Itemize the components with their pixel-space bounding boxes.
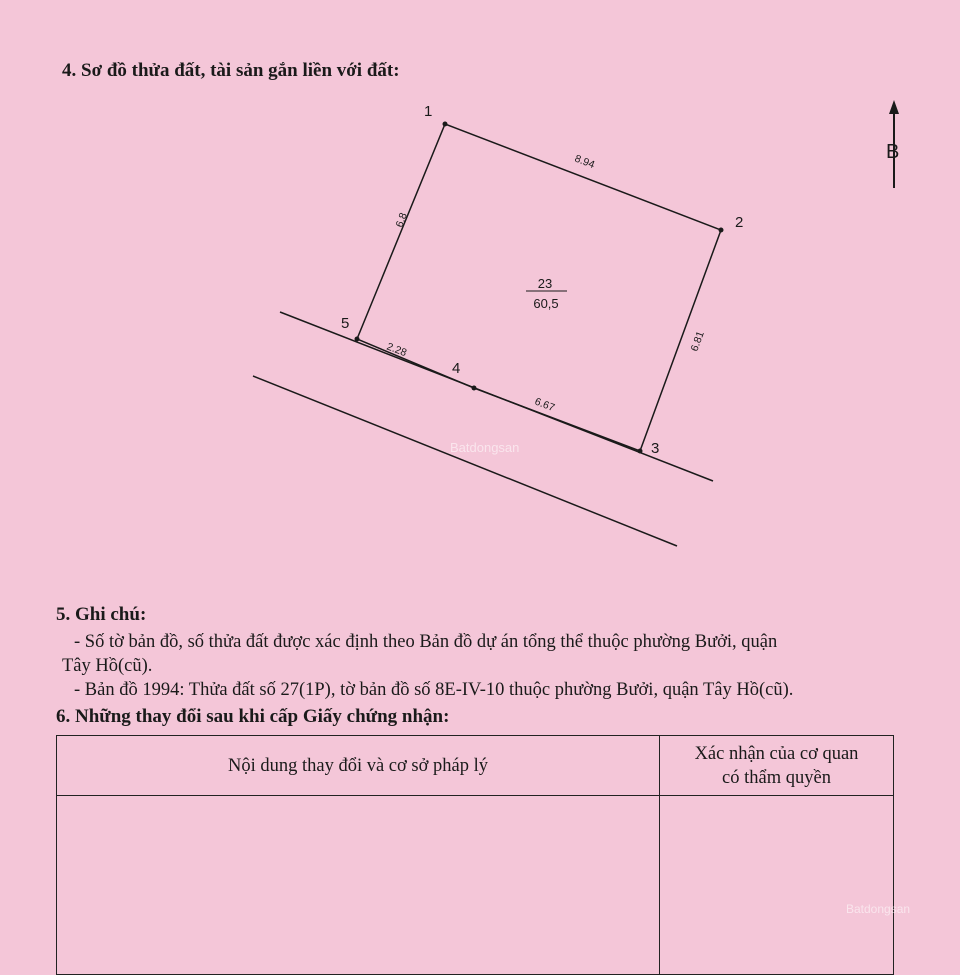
section-4-title: 4. Sơ đồ thửa đất, tài sản gắn liền với đất: [62, 60, 400, 81]
edge-4-5-length: 2.28 [384, 340, 409, 360]
point-label-1: 1 [424, 103, 433, 120]
column-header-confirmation-line1: Xác nhận của cơ quan [694, 743, 859, 764]
point-label-3: 3 [651, 440, 660, 457]
column-header-confirmation-line2: có thẩm quyền [722, 767, 831, 788]
edge-2-3-length: 6.81 [688, 329, 707, 354]
column-header-content [57, 736, 660, 796]
road-line-lower [253, 376, 677, 546]
point-label-5: 5 [341, 315, 350, 332]
edge-1-2-length: 8.94 [572, 152, 597, 172]
parcel-number: 23 [537, 276, 553, 291]
watermark-corner: Batdongsan [846, 902, 911, 916]
vertex-1-dot [443, 122, 448, 127]
changes-table-row [57, 796, 894, 975]
changes-table-header-row [57, 736, 894, 796]
changes-confirmation-cell [660, 796, 894, 975]
note-line-1: - Số tờ bản đồ, số thửa đất được xác định theo Bản đồ dự án tổng thể thuộc phường Bưởi, quận [74, 632, 778, 652]
vertex-4-dot [472, 386, 477, 391]
column-header-confirmation [660, 736, 894, 796]
point-label-2: 2 [735, 214, 744, 231]
vertex-5-dot [355, 337, 360, 342]
changes-content-cell [57, 796, 660, 975]
vertex-3-dot [638, 449, 643, 454]
vertex-2-dot [719, 228, 724, 233]
watermark-center: Batdongsan [450, 440, 520, 455]
point-label-4: 4 [452, 360, 461, 377]
section-5-title: 5. Ghi chú: [56, 604, 147, 625]
parcel-area: 60,5 [533, 296, 559, 311]
edge-3-4-length: 6.67 [532, 395, 557, 415]
north-label: B [886, 141, 900, 163]
column-header-content-label: Nội dung thay đổi và cơ sở pháp lý [227, 755, 489, 776]
edge-5-1-length: 6.8 [393, 211, 410, 230]
note-line-2: Tây Hồ(cũ). [62, 656, 153, 676]
changes-table [56, 735, 894, 975]
note-line-3: - Bản đồ 1994: Thửa đất số 27(1P), tờ bản đồ số 8E-IV-10 thuộc phường Bưởi, quận Tây Hồ(cũ). [74, 680, 794, 700]
section-6-title: 6. Những thay đổi sau khi cấp Giấy chứng nhận: [56, 706, 450, 727]
